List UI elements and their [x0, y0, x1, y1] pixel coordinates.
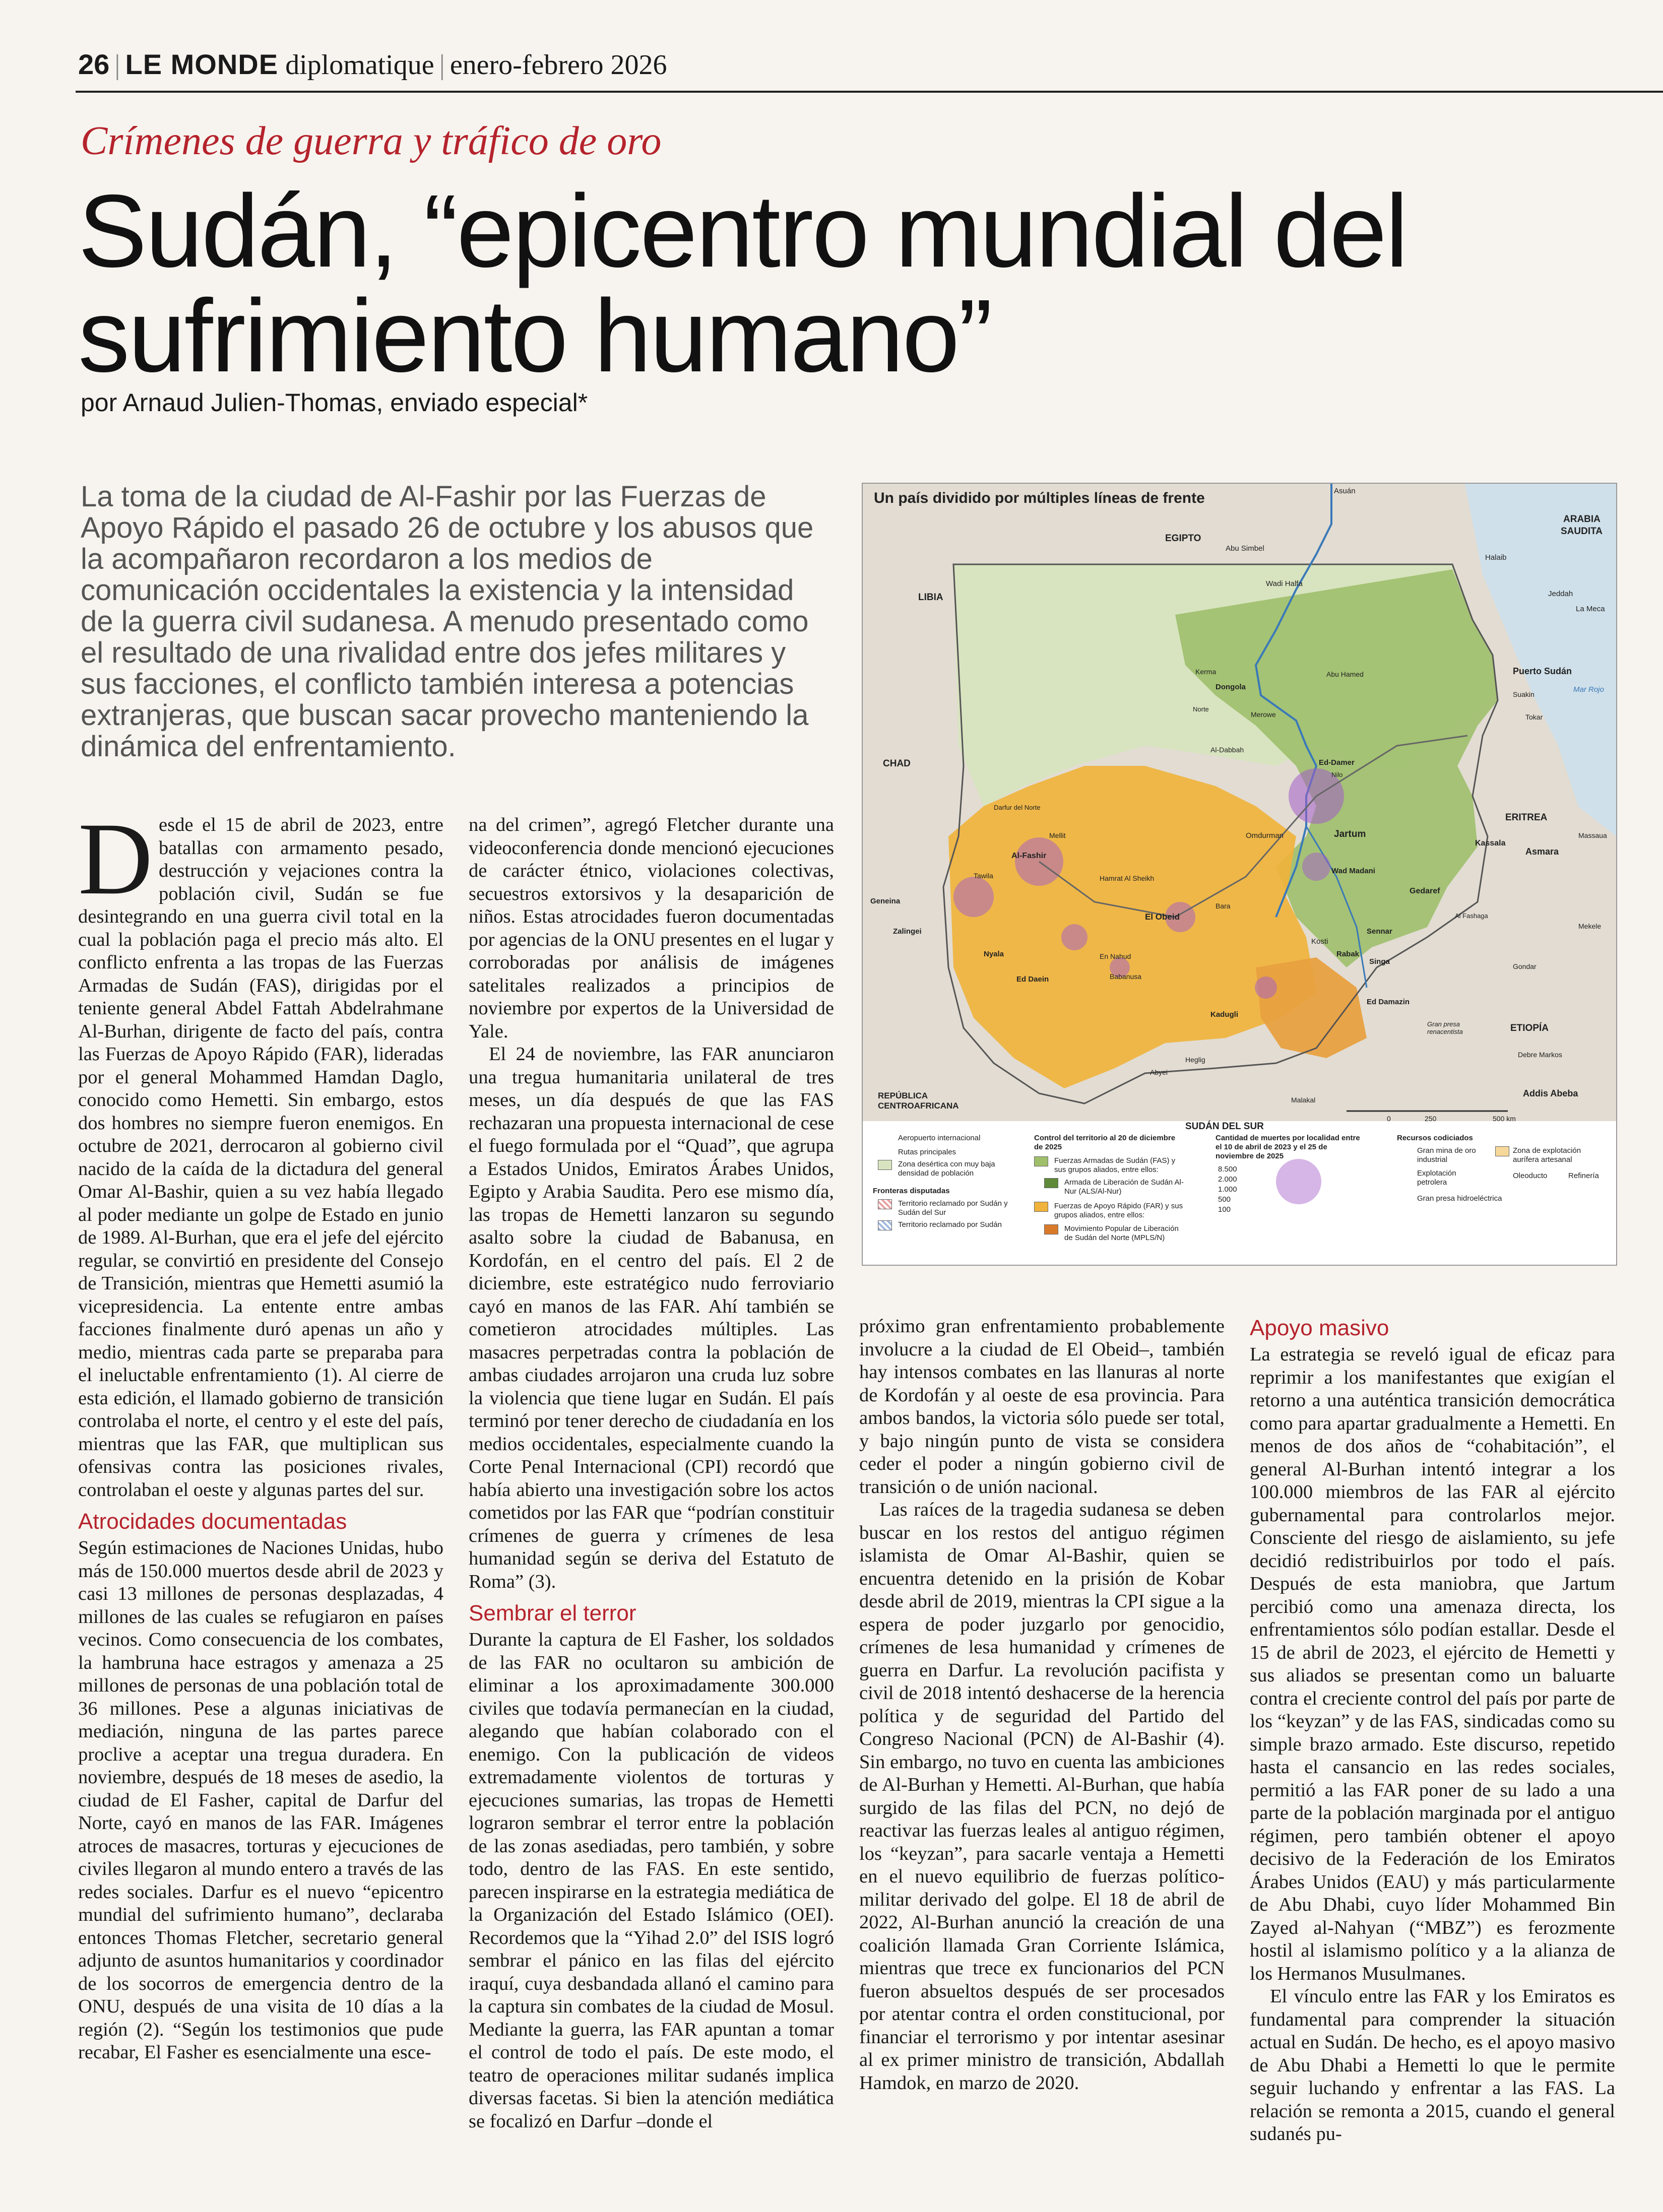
paragraph-text: esde el 15 de abril de 2023, entre batallas con armamento pesado, destrucción y vejaciones contra la población civil, Sudán se fue desintegrando en una guerra civil total en la cual la población paga el precio más alto. El conflicto enfrenta a las tropas de las Fuerzas Armadas de Sudán (FAS), dirigidas por el teniente general Abdel Fattah Abdelrahmane Al-Burhan, dirigente de facto del país, contra las Fuerzas de Apoyo Rápido (FAR), lideradas por el general Mohammed Hamdan Daglo, conocido como Hemetti. Sin embargo, estos dos hombres no siempre fueron enemigos. En octubre de 2021, derrocaron al gobierno civil nacido de la caída de la dictadura del general Omar Al-Bashir, quien a su vez había llegado al poder mediante un golpe de Estado en junio de 1989. Al-Burhan, que era el jefe del ejército regular, se convirtió en presidente del Consejo de Transición, mientras que Hemetti asumió la vicepresidencia. La entente entre ambas facciones finalmente duró apenas un año y medio, mientras cada parte se preparaba para el ineluctable enfrentamiento (1). Al cierre de esta edición, el llamado gobierno de transición controlaba el norte, el centro y el este del país, mientras que las FAR, que multiplican sus ofensivas contra las posiciones rivales, controlaban el oeste y algunas partes del sur. [78, 814, 443, 1501]
deaths-madani [1302, 853, 1330, 881]
country-egipto: EGIPTO [1165, 533, 1201, 544]
city-rabak: Rabak [1336, 950, 1360, 958]
city-asuan: Asuán [1334, 487, 1356, 495]
city-jartum: Jartum [1334, 829, 1366, 839]
legend-ejercito: Armada de Liberación de Sudán Al-Nur (ALS/Al-Nur) [1064, 1178, 1184, 1196]
country-etiopia: ETIOPÍA [1510, 1023, 1549, 1033]
city-mekele: Mekele [1578, 922, 1602, 930]
country-eritrea: ERITREA [1505, 812, 1548, 823]
paragraph [78, 802, 443, 1502]
paragraph: na del crimen”, agregó Fletcher durante una videoconferencia donde mencionó ejecuciones de carácter étnico, violaciones colectivas, secuestros extorsivos y la desaparición de niños. Estas atrocidades fueron documentadas por agencias de la ONU presentes en el lugar y corroboradas por análisis de imágenes satelitales realizados a principios de noviembre por expertos de la Universidad de Yale. [469, 814, 834, 1042]
legend-far: Fuerzas de Apoyo Rápido (FAR) y sus grupos aliados, entre ellos: [1054, 1202, 1183, 1219]
city-debre-markos: Debre Markos [1518, 1051, 1562, 1059]
legend-explotacion: Explotación petrolera [1417, 1169, 1456, 1187]
region-darfur-norte: Darfur del Norte [994, 804, 1041, 811]
city-kerma: Kerma [1195, 668, 1217, 676]
city-sennar: Sennar [1367, 927, 1392, 936]
city-massaua: Massaua [1578, 831, 1607, 839]
issue-date: enero-febrero 2026 [450, 49, 667, 81]
city-ed-daein: Ed Daein [1016, 975, 1049, 984]
deaths-geneina [953, 877, 994, 917]
legend-m2: 2.000 [1218, 1175, 1237, 1184]
label-mar-rojo: Mar Rojo [1573, 685, 1604, 694]
page-number: 26 [78, 48, 110, 80]
label-gran-presa: Gran presa renacentista [1427, 1020, 1463, 1035]
country-libia: LIBIA [918, 592, 943, 603]
legend-control-title: Control del territorio al 20 de diciembre de 2025 [1034, 1134, 1176, 1151]
header-separator: | [439, 49, 445, 81]
headline-line-1: Sudán, “epicentro mundial del [78, 173, 1407, 289]
city-omdurman: Omdurman [1246, 831, 1284, 840]
swatch-terr-sudan [878, 1220, 892, 1230]
legend-death-circle [1276, 1159, 1321, 1204]
city-el-obeid: El Obeid [1145, 912, 1180, 922]
city-abu-simbel: Abu Simbel [1226, 544, 1264, 553]
article-headline [78, 173, 1565, 394]
paragraph: Durante la captura de El Fasher, los soldados de las FAR no ocultaron su ambición de eliminar a los aproximadamente 300.000 civiles que todavía permanecían en la ciudad, alegando que habían colaborado con el enemigo. Con la publicación de videos extremadamente violentos de torturas y ejecuciones sumarias, las tropas de Hemetti lograron sembrar el terror entre la población de las zonas asediadas, pero también, y sobre todo, dentro de las FAS. En este sentido, parecen inspirarse en la estrategia mediática de la Organización del Estado Islámico (OEI). Recordemos que la “Yihad 2.0” del ISIS logró sembrar el pánico en las filas del ejército iraquí, cuya desbandada allanó el camino para la captura sin combates de la ciudad de Mosul. Mediante la guerra, las FAR apuntan a tomar el control de todo el país. De este modo, el teatro de operaciones militar sudanés implica diversas facetas. Si bien la atención mediática se focalizó en Darfur –donde el [469, 1629, 834, 2132]
city-addis-abeba: Addis Abeba [1523, 1088, 1578, 1098]
city-wad-madani: Wad Madani [1331, 867, 1375, 875]
article-lede: La toma de la ciudad de Al-Fashir por las Fuerzas de Apoyo Rápido el pasado 26 de octubre y los abusos que la acompañaron recordaron a los medios de comunicación occidentales la existencia y la intensidad de la guerra civil sudanesa. A menudo presentado como el resultado de una rivalidad entre dos jefes militares y sus facciones, el conflicto también interesa a potencias extranjeras, que buscan sacar provecho manteniendo la dinámica del enfrentamiento. [81, 480, 814, 763]
body-column-3 [859, 1315, 1225, 2095]
country-rca-1: REPÚBLICA [878, 1091, 928, 1100]
city-heglig: Heglig [1185, 1056, 1205, 1064]
brand-name: LE MONDE [125, 48, 279, 80]
header-rule [76, 91, 1663, 93]
city-merowe: Merowe [1251, 710, 1276, 719]
city-malakal: Malakal [1291, 1096, 1316, 1104]
city-la-meca: La Meca [1576, 605, 1605, 613]
paragraph: próximo gran enfrentamiento probablemente involucre a la ciudad de El Obeid–, también hay intensos combates en las llanuras al norte de Kordofán y al oeste de esa provincia. Para ambos bandos, la victoria sólo puede ser total, y bajo ningún punto de vista se considera ceder el poder a ningún gobierno civil de transición o de unión nacional. [859, 1316, 1225, 1498]
drop-cap: D [78, 802, 153, 916]
city-gondar: Gondar [1513, 962, 1537, 970]
legend-aeropuerto: Aeropuerto internacional [898, 1134, 981, 1142]
city-al-fashir: Al-Fashir [1011, 852, 1047, 860]
city-puerto-sudan: Puerto Sudán [1513, 666, 1572, 676]
legend-desertica: Zona desértica con muy baja densidad de población [898, 1160, 995, 1178]
paragraph: Según estimaciones de Naciones Unidas, hubo más de 150.000 muertos desde abril de 2023 y casi 13 millones de personas desplazadas, 4 millones de las cuales se refugiaron en países vecinos. Como consecuencia de los combates, la hambruna hace estragos y amenaza a 25 millones de personas de una población total de 36 millones. Pese a algunas iniciativas de mediación, ninguna de las partes parece proclive a aceptar una tregua duradera. En noviembre, después de 18 meses de asedio, la ciudad de El Fasher, capital de Darfur del Norte, cayó en manos de las FAR. Imágenes atroces de masacres, torturas y ejecuciones de civiles llegaron al mundo entero a través de las redes sociales. Darfur es el nuevo “epicentro mundial del sufrimiento humano”, declaraba entonces Thomas Fletcher, secretario general adjunto de asuntos humanitarios y coordinador de los socorros de emergencia dentro de la ONU, después de una visita de 10 días a la región (2). “Según los testimonios que pude recabar, El Fasher es esencialmente una esce- [78, 1537, 443, 2063]
brand-subtitle: diplomatique [285, 49, 434, 81]
city-asmara: Asmara [1525, 847, 1559, 857]
scale-500: 500 km [1493, 1115, 1516, 1123]
legend-m1: 8.500 [1218, 1165, 1237, 1174]
city-kassala: Kassala [1475, 839, 1506, 848]
swatch-ejercito [1044, 1178, 1058, 1188]
subhead-apoyo: Apoyo masivo [1250, 1316, 1389, 1340]
country-sudan-sur: SUDÁN DEL SUR [1185, 1121, 1264, 1132]
paragraph: El 24 de noviembre, las FAR anunciaron una tregua humanitaria unilateral de tres meses, un día después de que las FAS rechazaran una propuesta internacional de cese el fuego formulada por el “Quad”, que agrupa a Estados Unidos, Emiratos Árabes Unidos, Egipto y Arabia Saudita. Pero ese mismo día, las tropas de Hemetti lanzaron su segundo asalto sobre la ciudad de Babanusa, en Kordofán, en el centro del país. El 2 de diciembre, este estratégico nudo ferroviario cayó en manos de las FAR. Ahí también se cometieron atrocidades múltiples. Las masacres perpetradas contra la población de ambas ciudades arrojaron una cruda luz sobre la violencia que tiene lugar en Sudán. El país terminó por tener derecho de ciudadanía en los medios occidentales, especialmente cuando la Corte Penal Internacional (CPI) recordó que había abierto una investigación sobre los actos cometidos por las FAR que “podrían constituir crímenes de guerra y crímenes de lesa humanidad según se deriva del Estatuto de Roma” (3). [469, 1044, 834, 1592]
city-bara: Bara [1216, 902, 1231, 910]
subhead-atrocidades: Atrocidades documentadas [78, 1509, 347, 1534]
city-jeddah: Jeddah [1548, 590, 1573, 598]
legend-gran-mina: Gran mina de oro industrial [1417, 1146, 1476, 1164]
city-mellit: Mellit [1049, 831, 1066, 839]
swatch-terr-sur [878, 1199, 892, 1209]
legend-muertes-title: Cantidad de muertes por localidad entre el 10 de abril de 2023 y el 25 de noviembre de 2025 [1216, 1134, 1360, 1160]
map-title: Un país dividido por múltiples líneas de frente [874, 490, 1205, 506]
legend-fronteras: Fronteras disputadas [873, 1187, 950, 1195]
country-chad: CHAD [883, 758, 911, 769]
legend-mpls: Movimiento Popular de Liberación de Sudán del Norte (MPLS/N) [1064, 1224, 1179, 1242]
body-column-1 [78, 802, 443, 2064]
paragraph: El vínculo entre las FAR y los Emiratos es fundamental para comprender la situación actual en Sudán. De hecho, es el apoyo masivo de Abu Dhabi a Hemetti lo que le permite seguir luchando y enfrentar a las FAS. La relación se remonta a 2015, cuando el general sudanés pu- [1250, 1986, 1615, 2144]
swatch-fas [1034, 1156, 1048, 1166]
legend-terr-sur: Territorio reclamado por Sudán y Sudán del Sur [898, 1199, 1008, 1217]
legend-rutas: Rutas principales [898, 1148, 956, 1156]
article-kicker: Crímenes de guerra y tráfico de oro [81, 119, 662, 163]
sudan-map [862, 483, 1617, 1266]
city-wadi-halfa: Wadi Halfa [1266, 579, 1303, 588]
city-zalingei: Zalingei [893, 927, 922, 936]
city-dongola: Dongola [1216, 683, 1246, 691]
label-al-fashaga: Al Fashaga [1455, 912, 1488, 920]
city-abu-hamed: Abu Hamed [1326, 670, 1364, 678]
country-saudita: SAUDITA [1561, 526, 1603, 537]
city-ed-damer: Ed-Damer [1319, 758, 1355, 767]
city-suakin: Suakin [1513, 690, 1534, 698]
city-al-dabbah: Al-Dabbah [1210, 746, 1244, 754]
swatch-zona-expl [1495, 1146, 1509, 1156]
city-abyei: Abyei [1150, 1068, 1168, 1076]
city-hamrat: Hamrat Al Sheikh [1100, 874, 1155, 882]
region-nilo: Nilo [1331, 771, 1343, 778]
legend-m3: 1.000 [1218, 1185, 1237, 1194]
deaths-nyala [1061, 924, 1088, 950]
deaths-kadugli [1255, 977, 1277, 999]
article-byline: por Arnaud Julien-Thomas, enviado especial* [81, 388, 588, 417]
region-norte: Norte [1193, 705, 1209, 713]
city-kadugli: Kadugli [1210, 1010, 1238, 1019]
city-babanusa: Babanusa [1110, 972, 1142, 981]
scale-250: 250 [1425, 1115, 1437, 1123]
city-halaib: Halaib [1485, 553, 1507, 562]
city-tawila: Tawila [974, 872, 993, 880]
page-header [78, 48, 667, 81]
legend-terr-sudan: Territorio reclamado por Sudán [898, 1220, 1002, 1229]
swatch-far [1034, 1202, 1048, 1212]
scale-0: 0 [1387, 1115, 1391, 1123]
swatch-desertica [878, 1160, 892, 1170]
legend-m5: 100 [1218, 1205, 1231, 1214]
city-gedaref: Gedaref [1410, 887, 1440, 895]
legend-gran-presa: Gran presa hidroeléctrica [1417, 1194, 1502, 1203]
city-geneina: Geneina [870, 897, 901, 905]
header-separator: | [114, 49, 120, 81]
legend-zona-expl: Zona de explotación aurífera artesanal [1513, 1146, 1581, 1164]
legend-refineria: Refinería [1568, 1172, 1599, 1180]
legend-recursos: Recursos codiciados [1397, 1134, 1473, 1142]
city-en-nahud: En Nahud [1100, 952, 1131, 960]
paragraph: La estrategia se reveló igual de eficaz para reprimir a los manifestantes que exigían el retorno a una auténtica transición democrática como para apartar gradualmente a Hemetti. En menos de dos años de “cohabitación”, el general Al-Burhan intentó integrar a los 100.000 miembros de las FAR al ejército gubernamental para controlarlos mejor. Consciente del riesgo de aislamiento, su jefe decidió redistribuirlos por todo el país. Después de esta maniobra, que Jartum percibió como una amenaza directa, los enfrentamientos sólo podían estallar. Desde el 15 de abril de 2023, el ejército de Hemetti y sus aliados se presentan como un baluarte contra el creciente control del país por parte de los “keyzan” y de las FAS, sindicadas como su simple brazo armado. Este discurso, repetido hasta el cansancio en las redes sociales, permitió a las FAR poner de su lado a una parte de la población marginada por el antiguo régimen, pero también obtener el apoyo decisivo de la Federación de los Emiratos Árabes Unidos (EAU) y más particularmente de Abu Dhabi, cuyo líder Mohammed Bin Zayed al-Nahyan (“MBZ”) es ferozmente hostil al islamismo político y a la alianza de los Hermanos Musulmanes. [1250, 1344, 1615, 1984]
city-nyala: Nyala [984, 950, 1004, 958]
headline-line-2: sufrimiento humano” [78, 278, 991, 394]
city-ed-damazin: Ed Damazin [1367, 998, 1410, 1006]
city-kosti: Kosti [1311, 937, 1328, 946]
paragraph: Las raíces de la tragedia sudanesa se deben buscar en los restos del antiguo régimen islamista de Omar Al-Bashir, quien se encuentra detenido en la prisión de Kobar desde abril de 2019, mientras la CPI sigue a la espera de poder juzgarlo por genocidio, crímenes de lesa humanidad y crímenes de guerra en Darfur. La revolución pacifista y civil de 2018 intentó deshacerse de la herencia política y de seguridad del Partido del Congreso Nacional (PCN) de Al-Bashir (4). Sin embargo, no tuvo en cuenta las ambiciones de Al-Burhan y Hemetti. Al-Burhan, que había surgido de las filas del PCN, no dejó de reactivar las fuerzas leales al antiguo régimen, los “keyzan”, para sacarle ventaja a Hemetti en el nuevo equilibrio de fuerzas político-militar derivado del golpe. El 18 de abril de 2022, Al-Burhan anunció la creación de una coalición llamada Gran Corriente Islámica, mientras que trece ex funcionarios del PCN fueron absueltos después de ser procesados por atentar contra el orden constitucional, por financiar el terrorismo y por intentar asesinar al ex primer ministro de transición, Abdallah Hamdok, en marzo de 2020. [859, 1499, 1225, 2094]
body-column-4 [1250, 1315, 1615, 2146]
country-arabia: ARABIA [1563, 514, 1601, 525]
legend-m4: 500 [1218, 1195, 1231, 1204]
swatch-mpls [1044, 1224, 1058, 1234]
legend-fas: Fuerzas Armadas de Sudán (FAS) y sus grupos aliados, entre ellos: [1054, 1156, 1176, 1174]
subhead-sembrar: Sembrar el terror [469, 1601, 636, 1625]
body-column-2 [469, 814, 834, 2133]
city-singa: Singa [1369, 957, 1390, 966]
city-tokar: Tokar [1525, 713, 1543, 721]
legend-oleoducto: Oleoducto [1513, 1172, 1548, 1180]
country-rca-2: CENTROAFRICANA [878, 1101, 959, 1111]
